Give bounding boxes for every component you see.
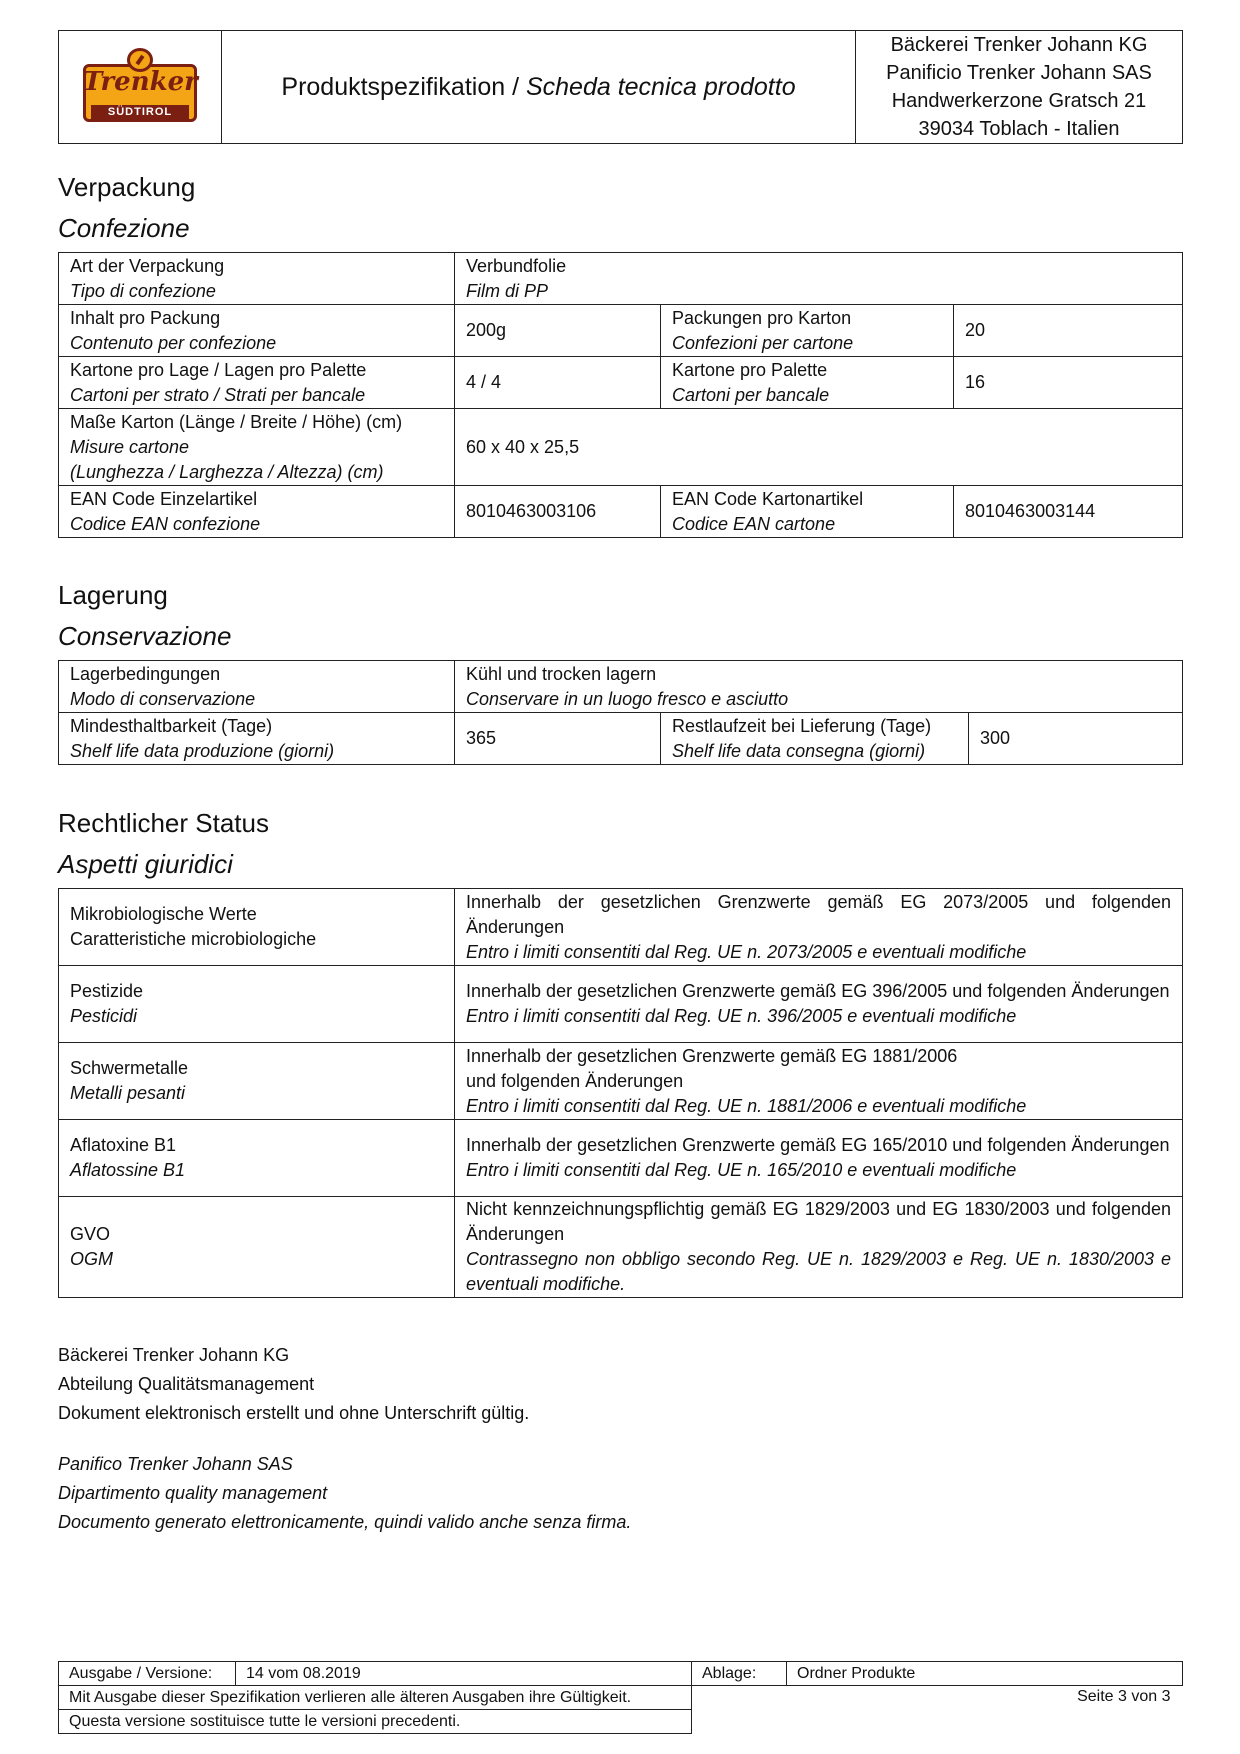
table-row: EAN Code Einzelartikel Codice EAN confezione 8010463003106 EAN Code Kartonartikel Codice EAN cartone 8010463003144 [59, 486, 1183, 538]
section-heading-legal: Rechtlicher Status [58, 808, 269, 838]
closing-statement-it: Panifico Trenker Johann SAS Dipartimento quality management Documento generato elettronicamente, quindi valido anche senza firma. [58, 1454, 632, 1532]
section-heading-storage-it: Conservazione [58, 621, 232, 651]
document-header [58, 30, 1183, 144]
edition-value: 14 vom 08.2019 [236, 1662, 692, 1686]
validity-note-de: Mit Ausgabe dieser Spezifikation verlieren alle älteren Ausgaben ihre Gültigkeit. [59, 1686, 692, 1710]
logo-cell [59, 31, 222, 144]
company-address: Bäckerei Trenker Johann KG Panificio Trenker Johann SAS Handwerkerzone Gratsch 21 39034 Toblach - Italien [856, 31, 1183, 144]
document-footer [58, 1661, 1183, 1734]
table-row [59, 1662, 1183, 1686]
packaging-table [58, 252, 1183, 538]
page-number: Seite 3 von 3 [692, 1686, 1183, 1734]
table-row: Kartone pro Lage / Lagen pro Palette Cartoni per strato / Strati per bancale 4 / 4 Kartone pro Palette Cartoni per bancale 16 [59, 357, 1183, 409]
closing-statement-de: Bäckerei Trenker Johann KG Abteilung Qualitätsmanagement Dokument elektronisch erstellt und ohne Unterschrift gültig. [58, 1345, 530, 1423]
legal-table [58, 888, 1183, 1298]
section-heading-legal-it: Aspetti giuridici [58, 849, 233, 879]
table-row: Schwermetalle Metalli pesanti Innerhalb der gesetzlichen Grenzwerte gemäß EG 1881/2006 und folgenden Änderungen Entro i limiti consentiti dal Reg. UE n. 1881/2006 e eventuali modifiche [59, 1043, 1183, 1120]
section-heading-storage: Lagerung [58, 580, 168, 610]
trenker-logo: Trenker SÜDTIROL [83, 48, 197, 126]
filing-value: Ordner Produkte [787, 1662, 1183, 1686]
section-heading-packaging: Verpackung [58, 172, 196, 202]
edition-label: Ausgabe / Versione: [59, 1662, 236, 1686]
table-row: Pestizide Pesticidi Innerhalb der gesetzlichen Grenzwerte gemäß EG 396/2005 und folgenden Änderungen Entro i limiti consentiti dal Reg. UE n. 396/2005 e eventuali modifiche [59, 966, 1183, 1043]
table-row [59, 1686, 1183, 1710]
table-row: Inhalt pro Packung Contenuto per confezione 200g Packungen pro Karton Confezioni per cartone 20 [59, 305, 1183, 357]
table-row: Aflatoxine B1 Aflatossine B1 Innerhalb der gesetzlichen Grenzwerte gemäß EG 165/2010 und folgenden Änderungen Entro i limiti consentiti dal Reg. UE n. 165/2010 e eventuali modifiche [59, 1120, 1183, 1197]
filing-label: Ablage: [692, 1662, 787, 1686]
table-row: GVO OGM Nicht kennzeichnungspflichtig gemäß EG 1829/2003 und EG 1830/2003 und folgenden Änderungen Contrassegno non obbligo secondo Reg. UE n. 1829/2003 e Reg. UE n. 1830/2003 e eventuali modifiche. [59, 1197, 1183, 1298]
storage-table [58, 660, 1183, 765]
validity-note-it: Questa versione sostituisce tutte le versioni precedenti. [59, 1710, 692, 1734]
section-heading-packaging-it: Confezione [58, 213, 190, 243]
table-row: Art der Verpackung Tipo di confezione Verbundfolie Film di PP [59, 253, 1183, 305]
table-row: Maße Karton (Länge / Breite / Höhe) (cm) Misure cartone (Lunghezza / Larghezza / Altezza) (cm) 60 x 40 x 25,5 [59, 409, 1183, 486]
table-row: Mindesthaltbarkeit (Tage) Shelf life data produzione (giorni) 365 Restlaufzeit bei Lieferung (Tage) Shelf life data consegna (giorni) 300 [59, 713, 1183, 765]
table-row: Mikrobiologische Werte Caratteristiche microbiologiche Innerhalb der gesetzlichen Grenzwerte gemäß EG 2073/2005 und folgenden Änderungen Entro i limiti consentiti dal Reg. UE n. 2073/2005 e eventuali modifiche [59, 889, 1183, 966]
table-row: Lagerbedingungen Modo di conservazione Kühl und trocken lagern Conservare in un luogo fresco e asciutto [59, 661, 1183, 713]
document-title: Produktspezifikation / Scheda tecnica prodotto [222, 31, 856, 144]
